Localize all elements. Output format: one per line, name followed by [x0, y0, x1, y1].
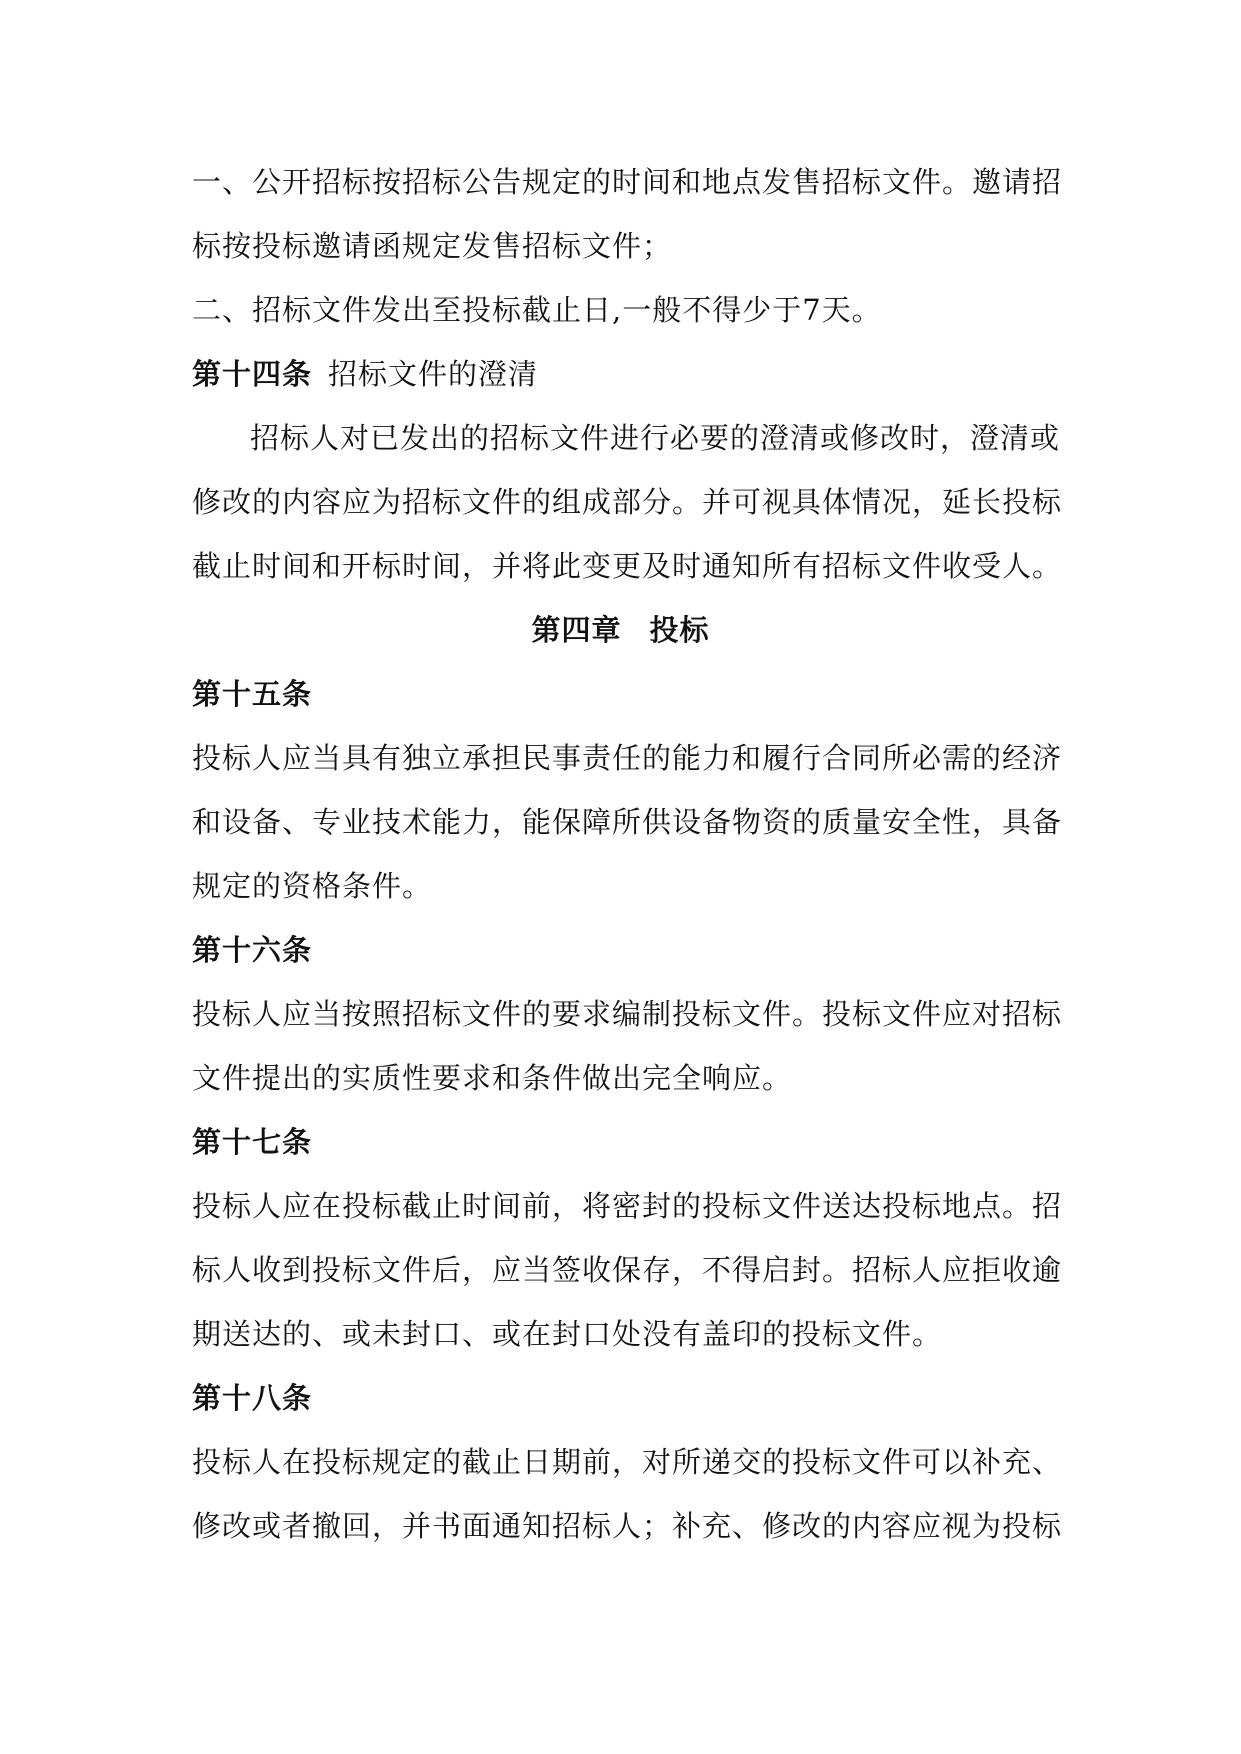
article-15-heading: 第十五条 [192, 677, 313, 711]
article-15-body-line-2: 和设备、专业技术能力，能保障所供设备物资的质量安全性，具备 [192, 805, 1063, 839]
chapter-4-title: 投标 [649, 613, 710, 647]
article-14-heading [192, 342, 1049, 406]
clause-2-line: 二、招标文件发出至投标截止日,一般不得少于7天。 [192, 293, 882, 327]
chapter-4-heading [192, 598, 1049, 662]
article-17-body-line-3: 期送达的、或未封口、或在封口处没有盖印的投标文件。 [192, 1317, 943, 1351]
article-16-body-line-1: 投标人应当按照招标文件的要求编制投标文件。投标文件应对招标 [192, 997, 1063, 1031]
chapter-4-number: 第四章 [531, 613, 622, 647]
article-18-body-line-1: 投标人在投标规定的截止日期前，对所递交的投标文件可以补充、 [192, 1445, 1063, 1479]
article-16-heading: 第十六条 [192, 933, 313, 967]
article-16-body-line-2: 文件提出的实质性要求和条件做出完全响应。 [192, 1061, 793, 1095]
article-17-body-line-1: 投标人应在投标截止时间前，将密封的投标文件送达投标地点。招 [192, 1189, 1063, 1223]
clause-1-line-1: 一、公开招标按招标公告规定的时间和地点发售招标文件。邀请招 [192, 165, 1063, 199]
clause-1-line-2: 标按投标邀请函规定发售招标文件； [192, 229, 673, 263]
article-18-heading: 第十八条 [192, 1381, 313, 1415]
article-17-body-line-2: 标人收到投标文件后，应当签收保存，不得启封。招标人应拒收逾 [192, 1253, 1063, 1287]
article-14-title: 招标文件的澄清 [328, 357, 539, 391]
article-18-body-line-2: 修改或者撤回，并书面通知招标人；补充、修改的内容应视为投标 [192, 1509, 1063, 1543]
document-page [192, 150, 1063, 1558]
article-14-body-line-1: 招标人对已发出的招标文件进行必要的澄清或修改时，澄清或 [250, 421, 1061, 455]
article-17-heading: 第十七条 [192, 1125, 313, 1159]
article-14-number: 第十四条 [192, 357, 313, 391]
article-15-body-line-3: 规定的资格条件。 [192, 869, 433, 903]
article-14-body-line-3: 截止时间和开标时间，并将此变更及时通知所有招标文件收受人。 [192, 549, 1063, 583]
article-14-body-line-2: 修改的内容应为招标文件的组成部分。并可视具体情况，延长投标 [192, 485, 1063, 519]
article-15-body-line-1: 投标人应当具有独立承担民事责任的能力和履行合同所必需的经济 [192, 741, 1063, 775]
